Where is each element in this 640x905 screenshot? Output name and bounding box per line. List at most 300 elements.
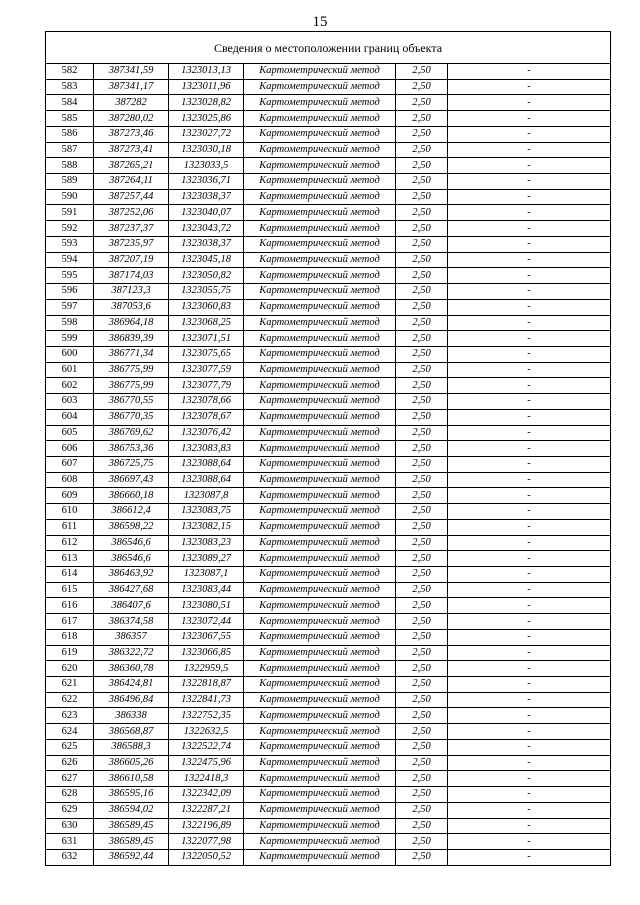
method-cell: Картометрический метод — [244, 456, 396, 472]
point-number-cell: 596 — [46, 284, 94, 300]
description-cell: - — [448, 111, 611, 127]
precision-cell: 2,50 — [396, 252, 448, 268]
y-coordinate-cell: 1323080,51 — [169, 598, 244, 614]
method-cell: Картометрический метод — [244, 692, 396, 708]
table-title: Сведения о местоположении границ объекта — [46, 32, 611, 64]
description-cell: - — [448, 79, 611, 95]
method-cell: Картометрический метод — [244, 362, 396, 378]
y-coordinate-cell: 1323088,64 — [169, 456, 244, 472]
point-number-cell: 586 — [46, 126, 94, 142]
description-cell: - — [448, 472, 611, 488]
point-number-cell: 595 — [46, 268, 94, 284]
description-cell: - — [448, 315, 611, 331]
point-number-cell: 625 — [46, 739, 94, 755]
y-coordinate-cell: 1323068,25 — [169, 315, 244, 331]
description-cell: - — [448, 142, 611, 158]
method-cell: Картометрический метод — [244, 79, 396, 95]
precision-cell: 2,50 — [396, 629, 448, 645]
table-row — [46, 346, 611, 362]
method-cell: Картометрический метод — [244, 661, 396, 677]
y-coordinate-cell: 1323077,59 — [169, 362, 244, 378]
precision-cell: 2,50 — [396, 111, 448, 127]
point-number-cell: 616 — [46, 598, 94, 614]
x-coordinate-cell: 386775,99 — [94, 362, 169, 378]
precision-cell: 2,50 — [396, 79, 448, 95]
point-number-cell: 608 — [46, 472, 94, 488]
table-row — [46, 378, 611, 394]
table-row — [46, 504, 611, 520]
description-cell: - — [448, 645, 611, 661]
method-cell: Картометрический метод — [244, 111, 396, 127]
precision-cell: 2,50 — [396, 221, 448, 237]
table-row — [46, 425, 611, 441]
precision-cell: 2,50 — [396, 614, 448, 630]
x-coordinate-cell: 386725,75 — [94, 456, 169, 472]
y-coordinate-cell: 1322196,89 — [169, 818, 244, 834]
precision-cell: 2,50 — [396, 787, 448, 803]
point-number-cell: 600 — [46, 346, 94, 362]
x-coordinate-cell: 387265,21 — [94, 158, 169, 174]
precision-cell: 2,50 — [396, 567, 448, 583]
method-cell: Картометрический метод — [244, 724, 396, 740]
method-cell: Картометрический метод — [244, 158, 396, 174]
table-row — [46, 189, 611, 205]
description-cell: - — [448, 724, 611, 740]
table-row — [46, 142, 611, 158]
description-cell: - — [448, 504, 611, 520]
description-cell: - — [448, 95, 611, 111]
precision-cell: 2,50 — [396, 708, 448, 724]
point-number-cell: 618 — [46, 629, 94, 645]
description-cell: - — [448, 818, 611, 834]
table-row — [46, 79, 611, 95]
x-coordinate-cell: 386697,43 — [94, 472, 169, 488]
table-row — [46, 362, 611, 378]
point-number-cell: 631 — [46, 834, 94, 850]
point-number-cell: 606 — [46, 441, 94, 457]
method-cell: Картометрический метод — [244, 567, 396, 583]
point-number-cell: 629 — [46, 802, 94, 818]
point-number-cell: 587 — [46, 142, 94, 158]
x-coordinate-cell: 386357 — [94, 629, 169, 645]
x-coordinate-cell: 386427,68 — [94, 582, 169, 598]
x-coordinate-cell: 386338 — [94, 708, 169, 724]
precision-cell: 2,50 — [396, 739, 448, 755]
point-number-cell: 602 — [46, 378, 94, 394]
x-coordinate-cell: 387207,19 — [94, 252, 169, 268]
table-row — [46, 535, 611, 551]
table-row — [46, 708, 611, 724]
description-cell: - — [448, 331, 611, 347]
precision-cell: 2,50 — [396, 409, 448, 425]
table-row — [46, 158, 611, 174]
method-cell: Картометрический метод — [244, 174, 396, 190]
precision-cell: 2,50 — [396, 834, 448, 850]
y-coordinate-cell: 1323055,75 — [169, 284, 244, 300]
table-row — [46, 692, 611, 708]
y-coordinate-cell: 1323067,55 — [169, 629, 244, 645]
x-coordinate-cell: 386546,6 — [94, 551, 169, 567]
point-number-cell: 626 — [46, 755, 94, 771]
point-number-cell: 624 — [46, 724, 94, 740]
point-number-cell: 611 — [46, 519, 94, 535]
table-row — [46, 299, 611, 315]
y-coordinate-cell: 1322632,5 — [169, 724, 244, 740]
y-coordinate-cell: 1323025,86 — [169, 111, 244, 127]
y-coordinate-cell: 1323030,18 — [169, 142, 244, 158]
method-cell: Картометрический метод — [244, 378, 396, 394]
method-cell: Картометрический метод — [244, 582, 396, 598]
point-number-cell: 583 — [46, 79, 94, 95]
point-number-cell: 599 — [46, 331, 94, 347]
method-cell: Картометрический метод — [244, 739, 396, 755]
point-number-cell: 605 — [46, 425, 94, 441]
table-row — [46, 645, 611, 661]
table-row — [46, 661, 611, 677]
point-number-cell: 612 — [46, 535, 94, 551]
precision-cell: 2,50 — [396, 677, 448, 693]
y-coordinate-cell: 1323089,27 — [169, 551, 244, 567]
method-cell: Картометрический метод — [244, 787, 396, 803]
y-coordinate-cell: 1323083,44 — [169, 582, 244, 598]
point-number-cell: 614 — [46, 567, 94, 583]
table-row — [46, 598, 611, 614]
method-cell: Картометрический метод — [244, 331, 396, 347]
description-cell: - — [448, 771, 611, 787]
precision-cell: 2,50 — [396, 158, 448, 174]
precision-cell: 2,50 — [396, 598, 448, 614]
table-row — [46, 614, 611, 630]
y-coordinate-cell: 1323083,23 — [169, 535, 244, 551]
x-coordinate-cell: 387174,03 — [94, 268, 169, 284]
precision-cell: 2,50 — [396, 504, 448, 520]
x-coordinate-cell: 386322,72 — [94, 645, 169, 661]
table-row — [46, 802, 611, 818]
x-coordinate-cell: 386589,45 — [94, 818, 169, 834]
method-cell: Картометрический метод — [244, 834, 396, 850]
x-coordinate-cell: 386568,87 — [94, 724, 169, 740]
precision-cell: 2,50 — [396, 519, 448, 535]
table-row — [46, 284, 611, 300]
method-cell: Картометрический метод — [244, 64, 396, 80]
x-coordinate-cell: 387341,59 — [94, 64, 169, 80]
point-number-cell: 619 — [46, 645, 94, 661]
description-cell: - — [448, 425, 611, 441]
point-number-cell: 620 — [46, 661, 94, 677]
point-number-cell: 628 — [46, 787, 94, 803]
page-number: 15 — [312, 14, 328, 30]
precision-cell: 2,50 — [396, 441, 448, 457]
description-cell: - — [448, 598, 611, 614]
x-coordinate-cell: 386769,62 — [94, 425, 169, 441]
y-coordinate-cell: 1322077,98 — [169, 834, 244, 850]
method-cell: Картометрический метод — [244, 142, 396, 158]
description-cell: - — [448, 174, 611, 190]
table-row — [46, 472, 611, 488]
x-coordinate-cell: 386594,02 — [94, 802, 169, 818]
table-row — [46, 629, 611, 645]
y-coordinate-cell: 1323060,83 — [169, 299, 244, 315]
precision-cell: 2,50 — [396, 126, 448, 142]
precision-cell: 2,50 — [396, 142, 448, 158]
x-coordinate-cell: 387123,3 — [94, 284, 169, 300]
precision-cell: 2,50 — [396, 95, 448, 111]
x-coordinate-cell: 386592,44 — [94, 849, 169, 865]
description-cell: - — [448, 692, 611, 708]
table-row — [46, 236, 611, 252]
point-number-cell: 598 — [46, 315, 94, 331]
precision-cell: 2,50 — [396, 331, 448, 347]
x-coordinate-cell: 387341,17 — [94, 79, 169, 95]
y-coordinate-cell: 1322342,09 — [169, 787, 244, 803]
y-coordinate-cell: 1323072,44 — [169, 614, 244, 630]
x-coordinate-cell: 386770,35 — [94, 409, 169, 425]
precision-cell: 2,50 — [396, 771, 448, 787]
description-cell: - — [448, 661, 611, 677]
precision-cell: 2,50 — [396, 661, 448, 677]
x-coordinate-cell: 386463,92 — [94, 567, 169, 583]
description-cell: - — [448, 802, 611, 818]
precision-cell: 2,50 — [396, 394, 448, 410]
boundary-coordinates-table — [45, 31, 611, 866]
precision-cell: 2,50 — [396, 802, 448, 818]
table-row — [46, 409, 611, 425]
precision-cell: 2,50 — [396, 724, 448, 740]
x-coordinate-cell: 386839,39 — [94, 331, 169, 347]
precision-cell: 2,50 — [396, 488, 448, 504]
y-coordinate-cell: 1323028,82 — [169, 95, 244, 111]
table-row — [46, 95, 611, 111]
x-coordinate-cell: 386360,78 — [94, 661, 169, 677]
point-number-cell: 632 — [46, 849, 94, 865]
y-coordinate-cell: 1323083,83 — [169, 441, 244, 457]
description-cell: - — [448, 677, 611, 693]
table-row — [46, 64, 611, 80]
description-cell: - — [448, 456, 611, 472]
x-coordinate-cell: 386753,36 — [94, 441, 169, 457]
x-coordinate-cell: 386612,4 — [94, 504, 169, 520]
description-cell: - — [448, 268, 611, 284]
y-coordinate-cell: 1322287,21 — [169, 802, 244, 818]
method-cell: Картометрический метод — [244, 221, 396, 237]
description-cell: - — [448, 346, 611, 362]
method-cell: Картометрический метод — [244, 409, 396, 425]
y-coordinate-cell: 1323038,37 — [169, 236, 244, 252]
description-cell: - — [448, 64, 611, 80]
y-coordinate-cell: 1322752,35 — [169, 708, 244, 724]
x-coordinate-cell: 386610,58 — [94, 771, 169, 787]
y-coordinate-cell: 1323076,42 — [169, 425, 244, 441]
method-cell: Картометрический метод — [244, 519, 396, 535]
table-row — [46, 771, 611, 787]
description-cell: - — [448, 755, 611, 771]
y-coordinate-cell: 1323050,82 — [169, 268, 244, 284]
table-row — [46, 394, 611, 410]
point-number-cell: 582 — [46, 64, 94, 80]
x-coordinate-cell: 387273,46 — [94, 126, 169, 142]
table-row — [46, 441, 611, 457]
y-coordinate-cell: 1322418,3 — [169, 771, 244, 787]
point-number-cell: 604 — [46, 409, 94, 425]
method-cell: Картометрический метод — [244, 802, 396, 818]
description-cell: - — [448, 126, 611, 142]
x-coordinate-cell: 386605,26 — [94, 755, 169, 771]
point-number-cell: 594 — [46, 252, 94, 268]
table-row — [46, 551, 611, 567]
table-row — [46, 739, 611, 755]
table-row — [46, 818, 611, 834]
table-row — [46, 126, 611, 142]
y-coordinate-cell: 1322818,87 — [169, 677, 244, 693]
x-coordinate-cell: 387235,97 — [94, 236, 169, 252]
method-cell: Картометрический метод — [244, 205, 396, 221]
x-coordinate-cell: 387252,06 — [94, 205, 169, 221]
description-cell: - — [448, 834, 611, 850]
table-row — [46, 834, 611, 850]
point-number-cell: 597 — [46, 299, 94, 315]
precision-cell: 2,50 — [396, 64, 448, 80]
description-cell: - — [448, 299, 611, 315]
precision-cell: 2,50 — [396, 425, 448, 441]
method-cell: Картометрический метод — [244, 818, 396, 834]
precision-cell: 2,50 — [396, 346, 448, 362]
description-cell: - — [448, 488, 611, 504]
description-cell: - — [448, 551, 611, 567]
y-coordinate-cell: 1323038,37 — [169, 189, 244, 205]
method-cell: Картометрический метод — [244, 236, 396, 252]
method-cell: Картометрический метод — [244, 268, 396, 284]
description-cell: - — [448, 567, 611, 583]
point-number-cell: 615 — [46, 582, 94, 598]
description-cell: - — [448, 205, 611, 221]
y-coordinate-cell: 1323078,66 — [169, 394, 244, 410]
precision-cell: 2,50 — [396, 849, 448, 865]
point-number-cell: 630 — [46, 818, 94, 834]
y-coordinate-cell: 1323013,13 — [169, 64, 244, 80]
table-row — [46, 567, 611, 583]
precision-cell: 2,50 — [396, 378, 448, 394]
table-row — [46, 315, 611, 331]
x-coordinate-cell: 386595,16 — [94, 787, 169, 803]
description-cell: - — [448, 252, 611, 268]
method-cell: Картометрический метод — [244, 472, 396, 488]
method-cell: Картометрический метод — [244, 551, 396, 567]
method-cell: Картометрический метод — [244, 126, 396, 142]
description-cell: - — [448, 284, 611, 300]
method-cell: Картометрический метод — [244, 614, 396, 630]
y-coordinate-cell: 1322959,5 — [169, 661, 244, 677]
method-cell: Картометрический метод — [244, 645, 396, 661]
table-row — [46, 488, 611, 504]
precision-cell: 2,50 — [396, 472, 448, 488]
x-coordinate-cell: 386588,3 — [94, 739, 169, 755]
y-coordinate-cell: 1323045,18 — [169, 252, 244, 268]
table-row — [46, 787, 611, 803]
x-coordinate-cell: 386964,18 — [94, 315, 169, 331]
method-cell: Картометрический метод — [244, 299, 396, 315]
method-cell: Картометрический метод — [244, 189, 396, 205]
point-number-cell: 593 — [46, 236, 94, 252]
y-coordinate-cell: 1322475,96 — [169, 755, 244, 771]
precision-cell: 2,50 — [396, 755, 448, 771]
point-number-cell: 591 — [46, 205, 94, 221]
y-coordinate-cell: 1323087,1 — [169, 567, 244, 583]
method-cell: Картометрический метод — [244, 95, 396, 111]
table-row — [46, 724, 611, 740]
method-cell: Картометрический метод — [244, 598, 396, 614]
point-number-cell: 621 — [46, 677, 94, 693]
y-coordinate-cell: 1323077,79 — [169, 378, 244, 394]
table-row — [46, 582, 611, 598]
method-cell: Картометрический метод — [244, 677, 396, 693]
description-cell: - — [448, 394, 611, 410]
description-cell: - — [448, 787, 611, 803]
y-coordinate-cell: 1323083,75 — [169, 504, 244, 520]
description-cell: - — [448, 849, 611, 865]
point-number-cell: 603 — [46, 394, 94, 410]
method-cell: Картометрический метод — [244, 315, 396, 331]
point-number-cell: 627 — [46, 771, 94, 787]
table-row — [46, 268, 611, 284]
description-cell: - — [448, 378, 611, 394]
x-coordinate-cell: 386660,18 — [94, 488, 169, 504]
description-cell: - — [448, 236, 611, 252]
x-coordinate-cell: 387273,41 — [94, 142, 169, 158]
y-coordinate-cell: 1323087,8 — [169, 488, 244, 504]
y-coordinate-cell: 1323088,64 — [169, 472, 244, 488]
table-row — [46, 519, 611, 535]
table-row — [46, 677, 611, 693]
method-cell: Картометрический метод — [244, 708, 396, 724]
table-row — [46, 331, 611, 347]
description-cell: - — [448, 221, 611, 237]
description-cell: - — [448, 739, 611, 755]
x-coordinate-cell: 386374,58 — [94, 614, 169, 630]
description-cell: - — [448, 708, 611, 724]
method-cell: Картометрический метод — [244, 755, 396, 771]
x-coordinate-cell: 386546,6 — [94, 535, 169, 551]
point-number-cell: 607 — [46, 456, 94, 472]
method-cell: Картометрический метод — [244, 394, 396, 410]
x-coordinate-cell: 386589,45 — [94, 834, 169, 850]
description-cell: - — [448, 629, 611, 645]
y-coordinate-cell: 1323011,96 — [169, 79, 244, 95]
y-coordinate-cell: 1322841,73 — [169, 692, 244, 708]
method-cell: Картометрический метод — [244, 346, 396, 362]
description-cell: - — [448, 519, 611, 535]
x-coordinate-cell: 386424,81 — [94, 677, 169, 693]
method-cell: Картометрический метод — [244, 441, 396, 457]
y-coordinate-cell: 1323071,51 — [169, 331, 244, 347]
y-coordinate-cell: 1323066,85 — [169, 645, 244, 661]
table-row — [46, 221, 611, 237]
x-coordinate-cell: 386771,34 — [94, 346, 169, 362]
y-coordinate-cell: 1323082,15 — [169, 519, 244, 535]
table-title-row — [46, 32, 611, 64]
point-number-cell: 584 — [46, 95, 94, 111]
point-number-cell: 585 — [46, 111, 94, 127]
table-row — [46, 252, 611, 268]
y-coordinate-cell: 1323043,72 — [169, 221, 244, 237]
y-coordinate-cell: 1323027,72 — [169, 126, 244, 142]
description-cell: - — [448, 614, 611, 630]
y-coordinate-cell: 1322050,52 — [169, 849, 244, 865]
table-body — [46, 32, 611, 866]
point-number-cell: 601 — [46, 362, 94, 378]
x-coordinate-cell: 386775,99 — [94, 378, 169, 394]
description-cell: - — [448, 409, 611, 425]
table-row — [46, 111, 611, 127]
